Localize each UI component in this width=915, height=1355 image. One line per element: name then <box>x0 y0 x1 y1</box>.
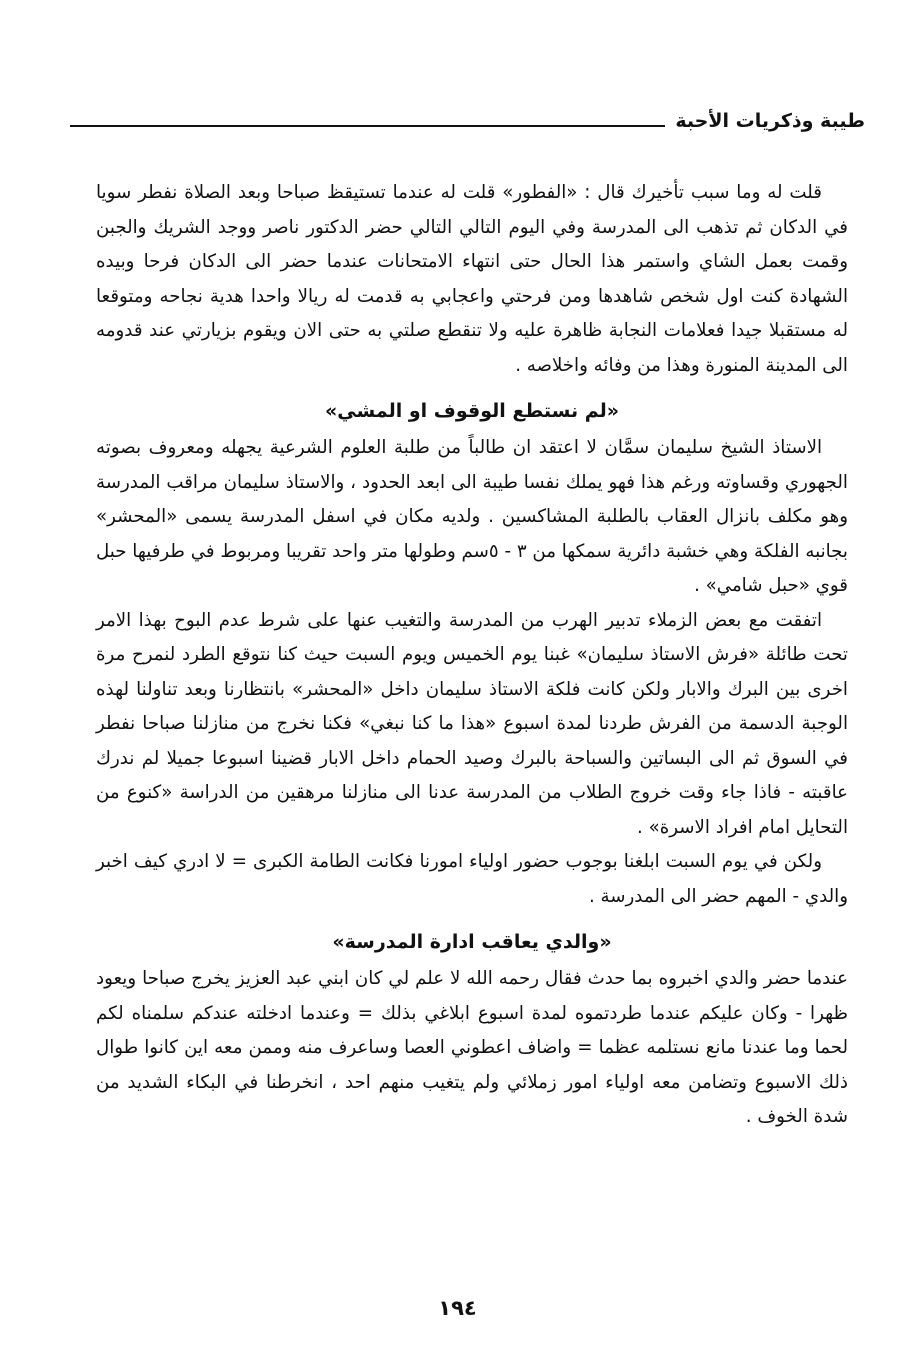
section-heading: «والدي يعاقب ادارة المدرسة» <box>332 931 612 953</box>
section-heading: «لم نستطع الوقوف او المشي» <box>325 400 619 422</box>
paragraph: الاستاذ الشيخ سليمان سمَّان لا اعتقد ان طالباً من طلبة العلوم الشرعية يجهله ومعروف بصوته الجهوري وقساوته ورغم هذا فهو يملك نفسا طيبة الى ابعد الحدود ، والاستاذ سليمان مراقب المدرسة وهو مكلف بانزال العقاب بالطلبة المشاكسين . ولديه مكان في اسفل المدرسة يسمى «المحشر» بجانبه الفلكة وهي خشبة دائرية سمكها من ٣ - ٥سم وطولها متر واحد تقريبا ومربوط في طرفيها حبل قوي «حبل شامي» . <box>96 437 848 596</box>
body-text <box>96 176 848 1135</box>
running-header <box>70 104 865 138</box>
header-rule <box>70 125 665 127</box>
page-number: ١٩٤ <box>438 1296 477 1320</box>
running-header-title: طيبة وذكريات الأحبة <box>675 110 865 132</box>
paragraph: قلت له وما سبب تأخيرك قال : «الفطور» قلت له عندما تستيقظ صباحا وبعد الصلاة نفطر سويا في الدكان ثم تذهب الى المدرسة وفي اليوم التالي التالي حضر الدكتور ناصر ووجد الشريك والجبن وقمت بعمل الشاي واستمر هذا الحال حتى انتهاء الامتحانات عندما حضر الى الدكان فرحا وبيده الشهادة كنت اول شخص شاهدها ومن فرحتي واعجابي به قدمت له ريالا واحدا هدية نجاحه ومتوقعا له مستقبلا جيدا فعلامات النجابة ظاهرة عليه ولا تنقطع صلتي به حتى الان ويقوم بزيارتي عند قدومه الى المدينة المنورة وهذا من وفائه واخلاصه . <box>96 182 848 376</box>
paragraph: عندما حضر والدي اخبروه بما حدث فقال رحمه الله لا علم لي كان ابني عبد العزيز يخرج صباحا ويعود ظهرا - وكان عليكم عندما طردتموه لمدة اسبوع ابلاغي بذلك = وعندما ادخلته عندكم سلمناه لكم لحما وما عندنا مانع نستلمه عظما = واضاف اعطوني العصا وساعرف منه وممن معه اين كانوا طوال ذلك الاسبوع وتضامن معه اولياء امور زملائي ولم يتغيب منهم احد ، انخرطنا في البكاء الشديد من شدة الخوف . <box>96 968 848 1127</box>
paragraph: اتفقت مع بعض الزملاء تدبير الهرب من المدرسة والتغيب عنها على شرط عدم البوح بهذا الامر تحت طائلة «فرش الاستاذ سليمان» غبنا يوم الخميس ويوم السبت حيث كنا نتوقع الطرد لنمرح مرة اخرى بين البرك والابار ولكن كانت فلكة الاستاذ سليمان داخل «المحشر» بانتظارنا وبعد تناولنا لهذه الوجبة الدسمة من الفرش طردنا لمدة اسبوع «هذا ما كنا نبغي» فكنا نخرج من منازلنا صباحا نفطر في السوق ثم الى البساتين والسباحة بالبرك وصيد الحمام داخل الابار قضينا اسبوعا جميلا لم ندرك عاقبته - فاذا جاء وقت خروج الطلاب من المدرسة عدنا الى منازلنا مرهقين من الدراسة «كنوع من التحايل امام افراد الاسرة» . <box>96 609 848 838</box>
paragraph: ولكن في يوم السبت ابلغنا بوجوب حضور اولياء امورنا فكانت الطامة الكبرى = لا ادري كيف اخبر والدي - المهم حضر الى المدرسة . <box>96 851 848 907</box>
